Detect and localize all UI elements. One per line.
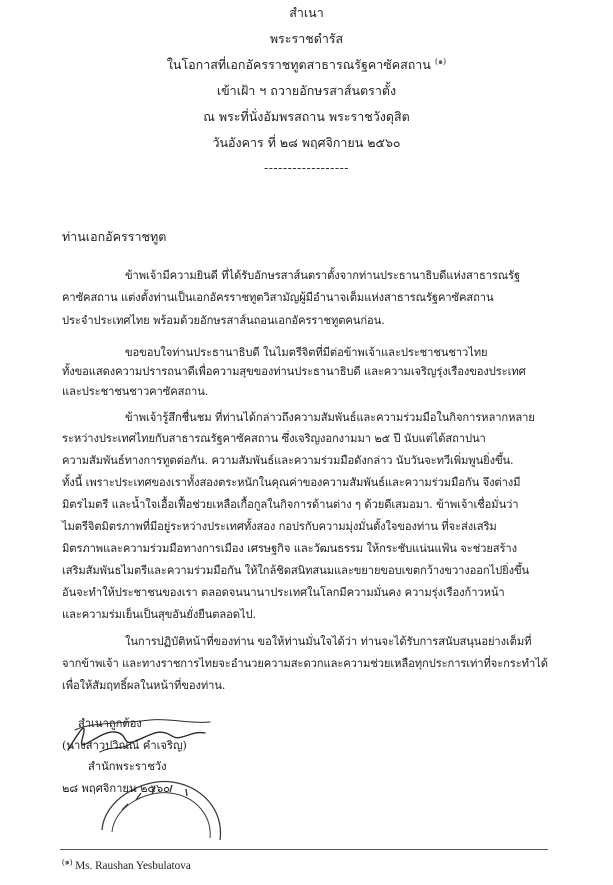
body-line: และความร่มเย็นเป็นสุขอันยั่งยืนตลอดไป. [62,608,256,621]
body-line: มิตรไมตรี และน้ำใจเอื้อเฟื้อช่วยเหลือเกื้อกูลในกิจการด้านต่าง ๆ ด้วยดีเสมอมา. ข้าพเจ้าเชื่อมั่นว่า [62,498,519,511]
footnote-text: Ms. Raushan Yesbulatova [75,860,191,872]
body-line: มิตรภาพและความร่วมมือทางการเมือง เศรษฐกิจ และวัฒนธรรม ให้กระชับแน่นแฟ้น จะช่วยสร้าง [62,542,517,555]
certified-copy-label: สำเนาถูกต้อง [78,717,142,730]
body-line: จากข้าพเจ้า และทางราชการไทยจะอำนวยความสะดวกและความช่วยเหลือทุกประการเท่าที่จะกระทำได้ [62,657,548,670]
body-line: ข้าพเจ้ารู้สึกชื่นชม ที่ท่านได้กล่าวถึงความสัมพันธ์และความร่วมมือในกิจการหลากหลาย [125,411,535,424]
header-separator: ------------------ [263,160,350,175]
body-line: ประจำประเทศไทย พร้อมด้วยอักษรสาส์นถอนเอกอัครราชทูตคนก่อน. [62,314,385,327]
body-line: ทั้งขอแสดงความปรารถนาดีเพื่อความสุขของท่านประธานาธิบดี และความเจริญรุ่งเรืองของประเทศ [62,365,526,378]
body-line: ระหว่างประเทศไทยกับสาธารณรัฐคาซัคสถาน ซึ่งเจริญงอกงามมา ๒๕ ปี นับแต่ได้สถาปนา [62,432,486,445]
body-line: เสริมสัมพันธไมตรีและความร่วมมือกัน ให้ใกล้ชิดสนิทสนมและขยายขอบเขตกว้างขวางออกไปยิ่งขึ้น [62,564,530,577]
certifying-office: สำนักพระราชวัง [88,760,167,773]
body-line: และประชาชนชาวคาซัคสถาน. [62,385,209,398]
certification-date: ๒๘ พฤศจิกายน ๒๕๖๐ [62,782,170,795]
body-line: คาซัคสถาน แต่งตั้งท่านเป็นเอกอัครราชทูตวิสามัญผู้มีอำนาจเต็มแห่งสาธารณรัฐคาซัคสถาน [62,291,494,304]
occasion-text: ในโอกาสที่เอกอัครราชทูตสาธารณรัฐคาซัคสถาน [166,57,431,72]
body-line: ทั้งนี้ เพราะประเทศของเราทั้งสองตระหนักในคุณค่าของความสัมพันธ์และความร่วมมือกัน จึงต่างมี [62,476,521,489]
audience-line: เข้าเฝ้า ฯ ถวายอักษรสาส์นตราตั้ง [216,83,397,98]
footnote-mark: (๑) [62,857,73,867]
body-line: ขอขอบใจท่านประธานาธิบดี ในไมตรีจิตที่มีต่อข้าพเจ้าและประชาชนชาวไทย [125,346,488,359]
body-line: ไมตรีจิตมิตรภาพที่มีอยู่ระหว่างประเทศทั้งสอง กอปรกับความมุ่งมั่นตั้งใจของท่าน ที่จะส่งเสริม [62,520,497,533]
certifying-official: (นางสาวปวิณณ์ คำเจริญ) [62,739,187,752]
date-line: วันอังคาร ที่ ๒๘ พฤศจิกายน ๒๕๖๐ [212,135,401,150]
footnote-reference: (๑) [434,56,447,66]
body-line: ในการปฏิบัติหน้าที่ของท่าน ขอให้ท่านมั่นใจได้ว่า ท่านจะได้รับการสนับสนุนอย่างเต็มที่ [125,635,532,648]
venue-line: ณ พระที่นั่งอัมพรสถาน พระราชวังดุสิต [203,109,410,124]
copy-label: สำเนา [289,5,324,20]
footnote [62,859,191,873]
salutation: ท่านเอกอัครราชทูต [62,229,167,244]
footnote-divider [60,849,548,850]
body-line: ข้าพเจ้ามีความยินดี ที่ได้รับอักษรสาส์นตราตั้งจากท่านประธานาธิบดีแห่งสาธารณรัฐ [125,269,521,282]
body-line: ความสัมพันธ์ทางการทูตต่อกัน. ความสัมพันธ์และความร่วมมือดังกล่าว นับวันจะทวีเพิ่มพูนยิ่งขึ้น. [62,454,514,467]
occasion-line [0,57,613,73]
body-line: อันจะทำให้ประชาชนของเรา ตลอดจนนานาประเทศในโลกมีความมั่นคง ความรุ่งเรืองก้าวหน้า [62,586,505,599]
document-title: พระราชดำรัส [269,31,344,46]
body-line: เพื่อให้สัมฤทธิ์ผลในหน้าที่ของท่าน. [62,679,226,692]
